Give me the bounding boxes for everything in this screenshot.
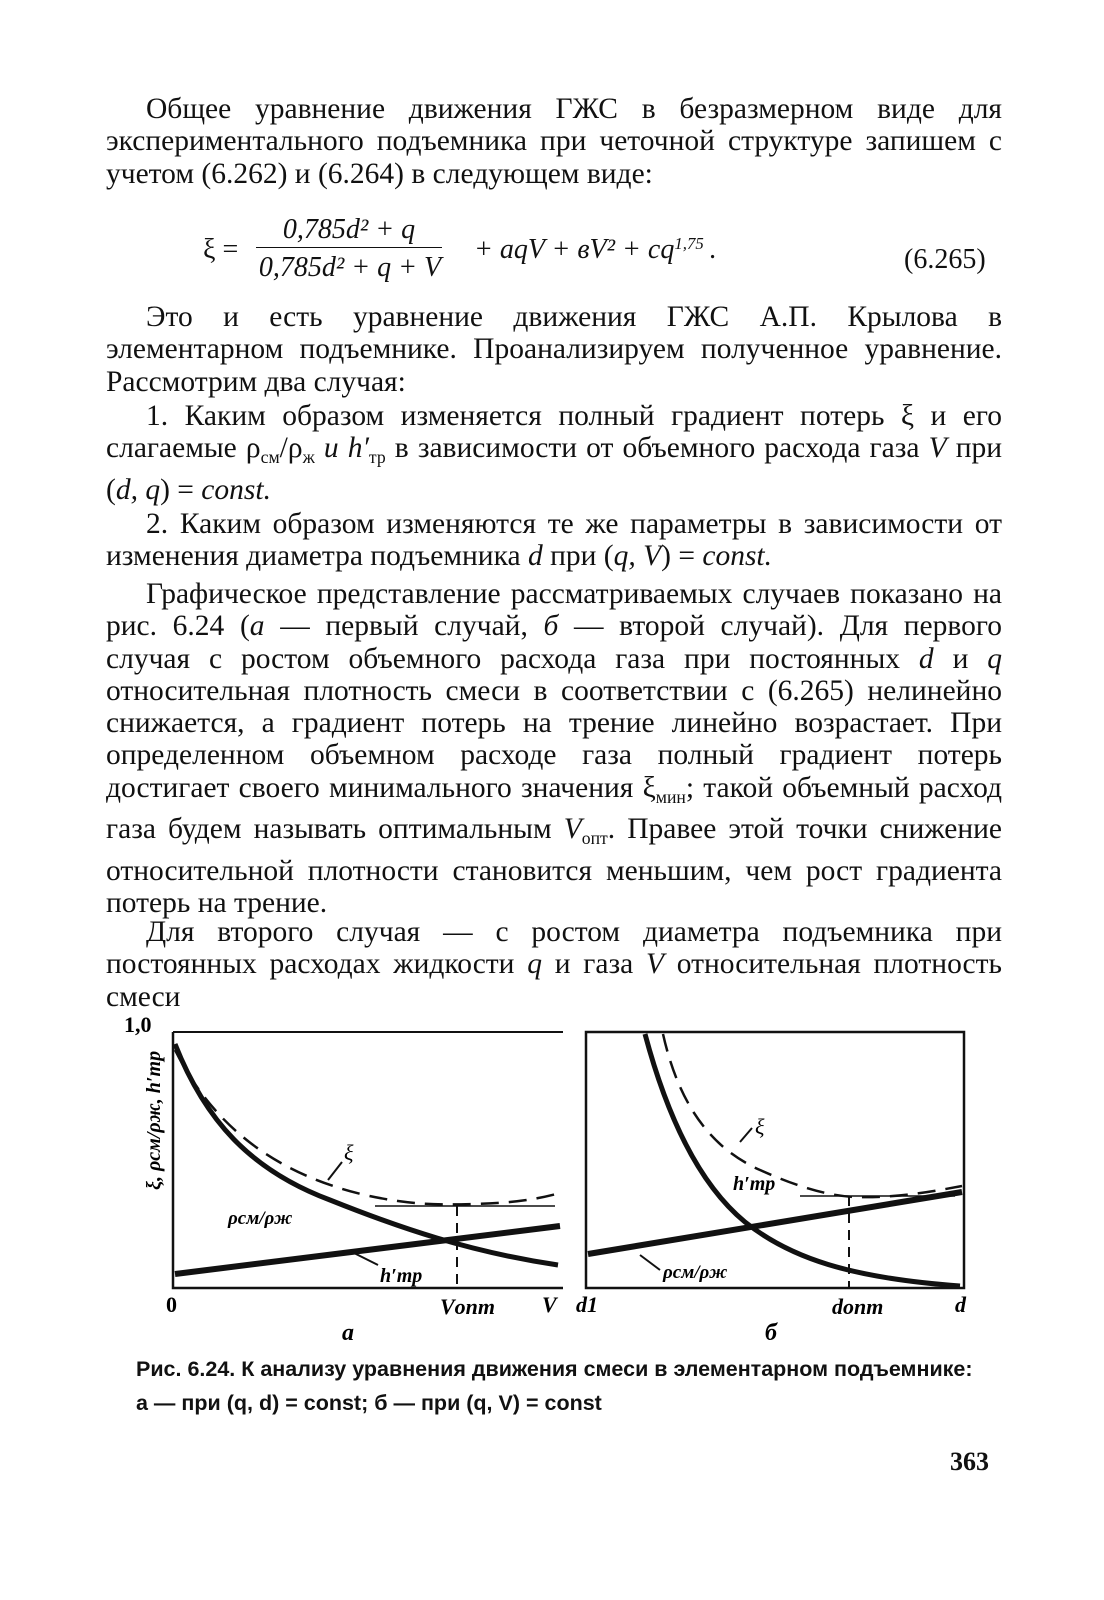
paragraph-case-1: 1. Каким образом изменяется полный градиент потерь ξ и его слагаемые $\rho_{см}/\rho_ж$ и $h'_{тр}$ в зависимости от объемного расхода газа V при (d, q) = const. [106,400,1003,506]
panel-a-rho-label: ρсм/ρж [228,1208,293,1229]
panel-b-xi-leader [740,1128,752,1142]
paragraph-graphical: Графическое представление рассматриваемых случаев показано на рис. 6.24 (а — первый случай, б — второй случай). Для первого случая с ростом объемного расхода газа при постоянных d и q относительная плотность смеси в соответствии с (6.265) нелинейно снижается, а градиент потерь на трение линейно возрастает. При определенном объемном расходе газа полный градиент потерь достигает своего минимального значения $\xi_{мин}$; такой объемный расход газа будем называть оптимальным $V_{опт}$. Правее этой точки снижение относительной плотности становится меньшим, чем рост градиента потерь на трение. [106,578,1002,920]
panel-b-xi-curve [663,1034,962,1197]
paragraph-krylov: Это и есть уравнение движения ГЖС А.П. Крылова в элементарном подъемнике. Проанализируем полученное уравнение. Рассмотрим два случая: [106,301,1002,398]
panel-b-x-opt: dопт [832,1294,884,1319]
paragraph-second-case: Для второго случая — с ростом диаметра подъемника при постоянных расходах жидкости q и газа V относительная плотность смеси [106,916,1002,1013]
panel-b-rho-leader [640,1255,660,1270]
equation-numerator: 0,785d² + q [256,214,442,248]
figure-6-24 [0,1000,1104,1340]
equation-number: (6.265) [904,244,986,275]
panel-b-rho-curve [645,1034,960,1286]
panel-a-h-label: h′тр [380,1265,423,1287]
panel-a [166,1032,563,1319]
panel-b-x-end: d [955,1292,966,1317]
equation-tail-exponent: 1,75 [674,234,704,253]
caption-line-1: Рис. 6.24. К анализу уравнения движения смеси в элементарном подъемнике: [136,1357,973,1381]
caption-line-2: а — при (q, d) = const; б — при (q, V) = const [136,1391,602,1415]
panel-a-x-opt: Vопт [440,1294,496,1319]
panel-b-x-origin: d1 [576,1292,598,1317]
panel-b-rho-label: ρсм/ρж [663,1262,728,1283]
equation-end: . [709,234,717,266]
panel-a-xi-leader [328,1162,342,1180]
figure-caption [136,1352,996,1420]
panel-a-xi-label: ξ [344,1140,354,1165]
panel-b-label: б [765,1320,777,1340]
panel-b-frame [586,1032,964,1288]
equation-tail-text: + aqV + вV² + cq [474,234,675,266]
paragraph-intro: Общее уравнение движения ГЖС в безразмерном виде для экспериментального подъемника при четочной структуре запишем с учетом (6.262) и (6.264) в следующем виде: [106,93,1002,190]
equation-tail [474,234,717,266]
panel-b-h-label: h′тр [733,1173,776,1195]
panel-a-friction-line [175,1226,560,1274]
panel-a-label: а [342,1320,354,1340]
page-number: 363 [950,1447,989,1476]
paragraph-case-2: 2. Каким образом изменяются те же параметры в зависимости от изменения диаметра подъемника d при (q, V) = const. [106,508,1002,573]
panel-b [576,1032,967,1319]
panel-a-h-leader [352,1252,378,1265]
equation-lhs: ξ = [203,234,239,265]
panel-a-x-origin: 0 [166,1292,177,1317]
panel-b-xi-label: ξ [755,1114,765,1139]
equation-denominator: 0,785d² + q + V [258,252,442,283]
panel-a-xi-curve [175,1050,560,1204]
y-tick-top: 1,0 [124,1012,152,1037]
y-axis-label: ξ, ρсм/ρж, h′тр [143,1050,165,1190]
panel-a-x-end: V [542,1292,557,1317]
